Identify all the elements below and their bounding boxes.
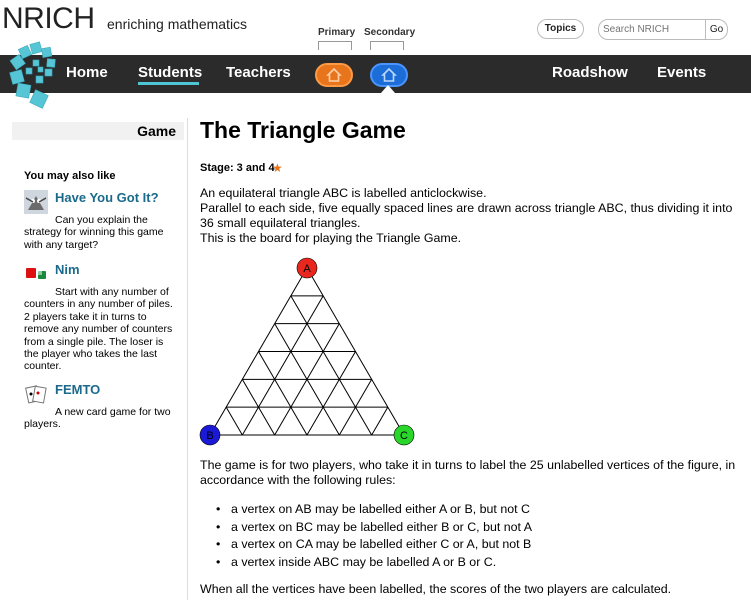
svg-text:B: B bbox=[206, 430, 214, 442]
svg-text:C: C bbox=[400, 430, 408, 442]
nav-home[interactable]: Home bbox=[66, 64, 108, 81]
rule-item: • a vertex on BC may be labelled either B or C, but not A bbox=[216, 519, 532, 537]
house-icon bbox=[326, 67, 342, 83]
primary-bracket bbox=[318, 41, 352, 50]
rules-list bbox=[216, 501, 532, 571]
secondary-bracket bbox=[370, 41, 404, 50]
secondary-home-button[interactable] bbox=[370, 63, 408, 87]
primary-label[interactable]: Primary bbox=[318, 27, 356, 38]
nav-events[interactable]: Events bbox=[657, 64, 707, 81]
site-header bbox=[0, 0, 751, 52]
site-tagline: enriching mathematics bbox=[107, 16, 248, 32]
page-title: The Triangle Game bbox=[200, 117, 406, 143]
vertex-c bbox=[394, 425, 414, 445]
svg-text:A: A bbox=[303, 263, 311, 275]
intro-line-2: Parallel to each side, five equally spaced lines are drawn across triangle ABC, thus dividing it into 36 small equilateral triangles. bbox=[200, 201, 733, 230]
related-item-title[interactable]: FEMTO bbox=[55, 382, 101, 397]
topics-button[interactable]: Topics bbox=[537, 19, 584, 39]
vertex-a bbox=[297, 258, 317, 278]
rule-item: • a vertex on AB may be labelled either A or B, but not C bbox=[216, 501, 532, 519]
site-logo-text[interactable]: NRICH bbox=[2, 2, 95, 35]
intro-line-3: This is the board for playing the Triangle Game. bbox=[200, 231, 462, 245]
secondary-label[interactable]: Secondary bbox=[364, 27, 416, 38]
scoring-intro: When all the vertices have been labelled, the scores of the two players are calculated. bbox=[200, 582, 672, 596]
nav-teachers[interactable]: Teachers bbox=[226, 64, 291, 81]
nrich-spiral-logo-icon[interactable] bbox=[8, 40, 60, 112]
search-input[interactable] bbox=[599, 20, 707, 39]
sidebar-heading bbox=[12, 122, 184, 140]
search-go-button[interactable]: Go bbox=[705, 20, 727, 39]
related-item-title[interactable]: Nim bbox=[55, 262, 80, 277]
search-box bbox=[598, 19, 728, 40]
nav-caret-icon bbox=[381, 85, 395, 93]
rule-item: • a vertex inside ABC may be labelled A or B or C. bbox=[216, 554, 532, 572]
vertex-b bbox=[200, 425, 220, 445]
sidebar-heading-label: Game bbox=[137, 123, 176, 139]
star-icon: ★ bbox=[272, 161, 283, 175]
rules-intro: The game is for two players, who take it in turns to label the 25 unlabelled vertices of the figure, in accordance with the following rules: bbox=[200, 458, 736, 487]
counters-icon bbox=[24, 262, 48, 286]
related-item-title[interactable]: Have You Got It? bbox=[55, 190, 159, 205]
related-item-desc: Start with any number of counters in any number of piles. 2 players take it in turns to remove any number of counters from a single pile. The loser is the player who takes the last counter. bbox=[24, 286, 173, 373]
nav-roadshow[interactable]: Roadshow bbox=[552, 64, 628, 81]
related-item-desc: Can you explain the strategy for winning this game with any target? bbox=[24, 214, 164, 251]
owl-icon bbox=[24, 190, 48, 214]
house-icon bbox=[381, 67, 397, 83]
sidebar bbox=[0, 118, 188, 600]
triangle-game-board bbox=[198, 256, 418, 450]
primary-home-button[interactable] bbox=[315, 63, 353, 87]
nav-active-indicator bbox=[138, 82, 199, 85]
nav-students[interactable]: Students bbox=[138, 64, 203, 81]
related-item-desc: A new card game for two players. bbox=[24, 406, 171, 431]
rule-item: • a vertex on CA may be labelled either C or A, but not B bbox=[216, 536, 532, 554]
also-like-heading: You may also like bbox=[24, 170, 116, 182]
stage-label: Stage: 3 and 4 bbox=[200, 162, 275, 174]
cards-icon bbox=[24, 382, 48, 406]
intro-line-1: An equilateral triangle ABC is labelled anticlockwise. bbox=[200, 186, 487, 200]
